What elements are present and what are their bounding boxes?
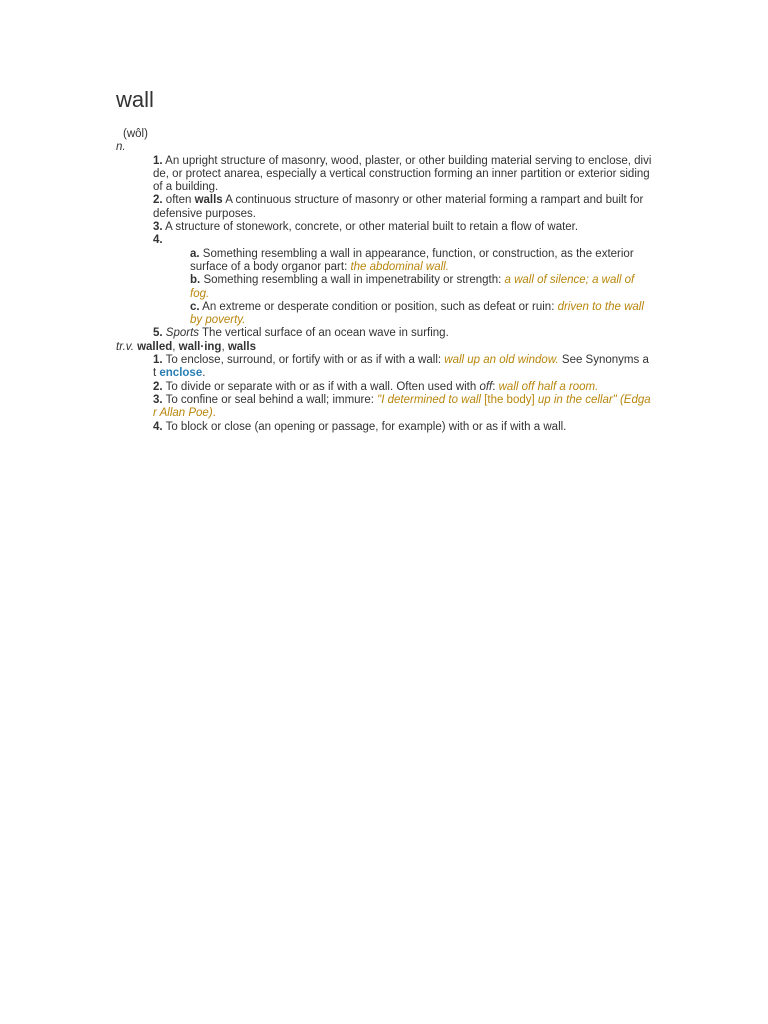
sense-text: A continuous structure of masonry or other material forming a rampart and built for defensive purposes. bbox=[153, 194, 644, 220]
verb-header bbox=[116, 341, 652, 354]
verb-form-participle: wall·ing bbox=[178, 340, 222, 353]
sense-text: An upright structure of masonry, wood, plaster, or other building material serving to enclose, divide, or protect anarea, especially a vertical construction forming an inner partition or exterior siding of a building. bbox=[153, 154, 652, 194]
sense-text: To divide or separate with or as if with a wall. Often used with bbox=[165, 380, 480, 393]
quotation-bracket: [the body] bbox=[480, 393, 538, 406]
noun-sense-2 bbox=[153, 194, 652, 221]
subsense-text: An extreme or desperate condition or position, such as defeat or ruin: bbox=[202, 300, 558, 313]
noun-sense-4a bbox=[190, 248, 652, 275]
punctuation: : bbox=[492, 380, 499, 393]
sense-number: 4. bbox=[153, 234, 163, 247]
sense-number: 3. bbox=[153, 221, 163, 234]
subsense-letter: c. bbox=[190, 300, 200, 313]
subsense-letter: b. bbox=[190, 274, 201, 287]
noun-pos: n. bbox=[116, 141, 126, 154]
sense-number: 1. bbox=[153, 354, 163, 367]
verb-sense-1 bbox=[153, 354, 652, 381]
noun-sense-4b bbox=[190, 274, 652, 301]
headword: wall bbox=[116, 87, 154, 112]
sense-number: 2. bbox=[153, 194, 163, 207]
example-text: the abdominal wall. bbox=[350, 260, 449, 273]
example-text: wall up an old window. bbox=[444, 354, 559, 367]
sense-text: A structure of stonework, concrete, or other material built to retain a flow of water. bbox=[165, 221, 579, 234]
verb-form-present: walls bbox=[227, 340, 256, 353]
punctuation: . bbox=[202, 367, 206, 380]
subsense-text: Something resembling a wall in impenetrability or strength: bbox=[203, 274, 505, 287]
separator: , bbox=[221, 340, 228, 353]
sense-usage-label: often bbox=[165, 194, 195, 207]
example-text: wall off half a room. bbox=[498, 380, 599, 393]
subsense-text: Something resembling a wall in appearance, function, or construction, as the exterior surface of a body organor part: bbox=[190, 247, 634, 273]
verb-sense-4 bbox=[153, 421, 652, 434]
usage-word: off bbox=[479, 380, 493, 393]
sense-number: 3. bbox=[153, 393, 163, 406]
sense-text: The vertical surface of an ocean wave in surfing. bbox=[199, 327, 449, 340]
noun-sense-4c bbox=[190, 301, 652, 328]
verb-form-past: walled bbox=[137, 340, 173, 353]
example-text: driven to the wall by poverty. bbox=[190, 300, 644, 327]
sense-number: 4. bbox=[153, 420, 163, 433]
sense-text: To enclose, surround, or fortify with or as if with a wall: bbox=[165, 354, 445, 367]
sense-number: 5. bbox=[153, 327, 163, 340]
see-synonyms-text: See Synonyms at bbox=[153, 354, 649, 380]
dictionary-entry bbox=[116, 128, 652, 434]
noun-sense-5 bbox=[153, 327, 652, 340]
sense-text: To block or close (an opening or passage, for example) with or as if with a wall. bbox=[165, 420, 567, 433]
quotation-part-2: up in the cellar" (Edgar Allan Poe) bbox=[153, 393, 651, 420]
verb-pos: tr.v. bbox=[116, 340, 134, 353]
subsense-letter: a. bbox=[190, 247, 200, 260]
sense-text: To confine or seal behind a wall; immure: bbox=[165, 393, 378, 406]
verb-sense-3 bbox=[153, 394, 652, 421]
noun-sense-1 bbox=[153, 155, 652, 195]
separator: , bbox=[172, 340, 179, 353]
quotation-part-1: "I determined to wall bbox=[377, 393, 481, 406]
noun-sense-4 bbox=[153, 234, 652, 247]
pronunciation: (wôl) bbox=[123, 128, 148, 140]
field-label: Sports bbox=[165, 327, 200, 340]
punctuation: . bbox=[212, 407, 216, 420]
noun-sense-3 bbox=[153, 221, 652, 234]
sense-number: 2. bbox=[153, 380, 163, 393]
sense-plural-form: walls bbox=[194, 194, 223, 207]
sense-number: 1. bbox=[153, 154, 163, 167]
verb-sense-2 bbox=[153, 381, 652, 394]
example-text: a wall of silence; a wall of fog. bbox=[190, 274, 635, 300]
synonym-link[interactable]: enclose bbox=[159, 367, 203, 380]
